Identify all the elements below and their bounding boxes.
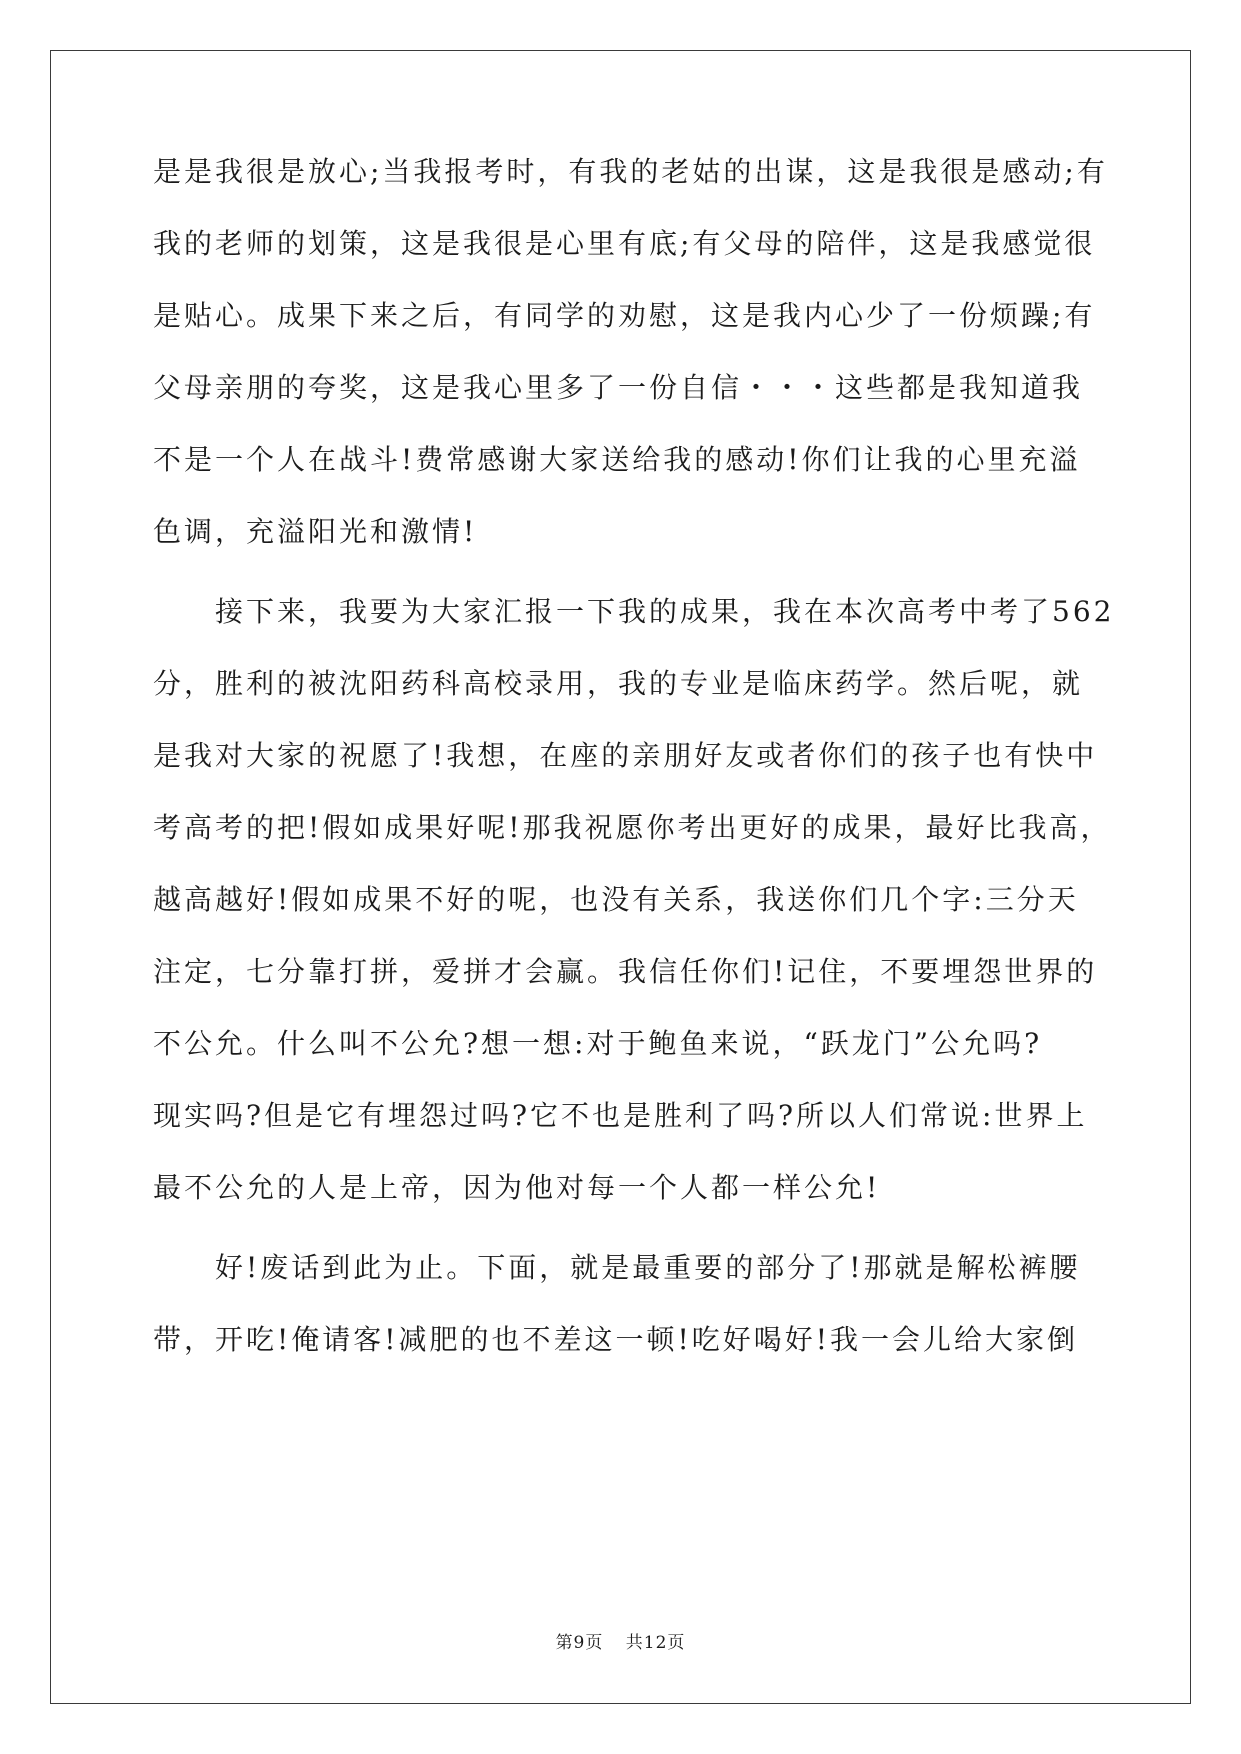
text-line: 色调，充溢阳光和激情!	[153, 515, 478, 548]
text-line: 不公允。什么叫不公允?想一想:对于鲍鱼来说，“跃龙门”公允吗?	[153, 1027, 1043, 1060]
page-total: 共12页	[625, 1633, 686, 1653]
text-line: 分，胜利的被沈阳药科高校录用，我的专业是临床药学。然后呢，就	[153, 667, 1084, 700]
text-line: 是贴心。成果下来之后，有同学的劝慰，这是我内心少了一份烦躁;有	[153, 299, 1096, 332]
text-line: 带，开吃!俺请客!减肥的也不差这一顿!吃好喝好!我一会儿给大家倒	[153, 1323, 1079, 1356]
text-line: 最不公允的人是上帝，因为他对每一个人都一样公允!	[153, 1171, 881, 1204]
text-line: 是是我很是放心;当我报考时，有我的老姑的出谋，这是我很是感动;有	[153, 155, 1108, 188]
text-line: 父母亲朋的夸奖，这是我心里多了一份自信・・・这些都是我知道我	[153, 371, 1084, 404]
text-line: 不是一个人在战斗!费常感谢大家送给我的感动!你们让我的心里充溢	[153, 443, 1081, 476]
text-line: 越高越好!假如成果不好的呢，也没有关系，我送你们几个字:三分天	[153, 883, 1079, 916]
text-line: 注定，七分靠打拼，爱拼才会赢。我信任你们!记住，不要埋怨世界的	[153, 955, 1098, 988]
text-line: 接下来，我要为大家汇报一下我的成果，我在本次高考中考了562	[153, 595, 1115, 628]
text-line: 是我对大家的祝愿了!我想，在座的亲朋好友或者你们的孩子也有快中	[153, 739, 1098, 772]
page-number: 第9页	[555, 1633, 604, 1653]
page-footer	[0, 1628, 1241, 1653]
text-line: 现实吗?但是它有埋怨过吗?它不也是胜利了吗?所以人们常说:世界上	[153, 1099, 1088, 1132]
text-line: 好!废话到此为止。下面，就是最重要的部分了!那就是解松裤腰	[153, 1251, 1081, 1284]
text-line: 考高考的把!假如成果好呢!那我祝愿你考出更好的成果，最好比我高，	[153, 811, 1112, 844]
text-line: 我的老师的划策，这是我很是心里有底;有父母的陪伴，这是我感觉很	[153, 227, 1096, 260]
